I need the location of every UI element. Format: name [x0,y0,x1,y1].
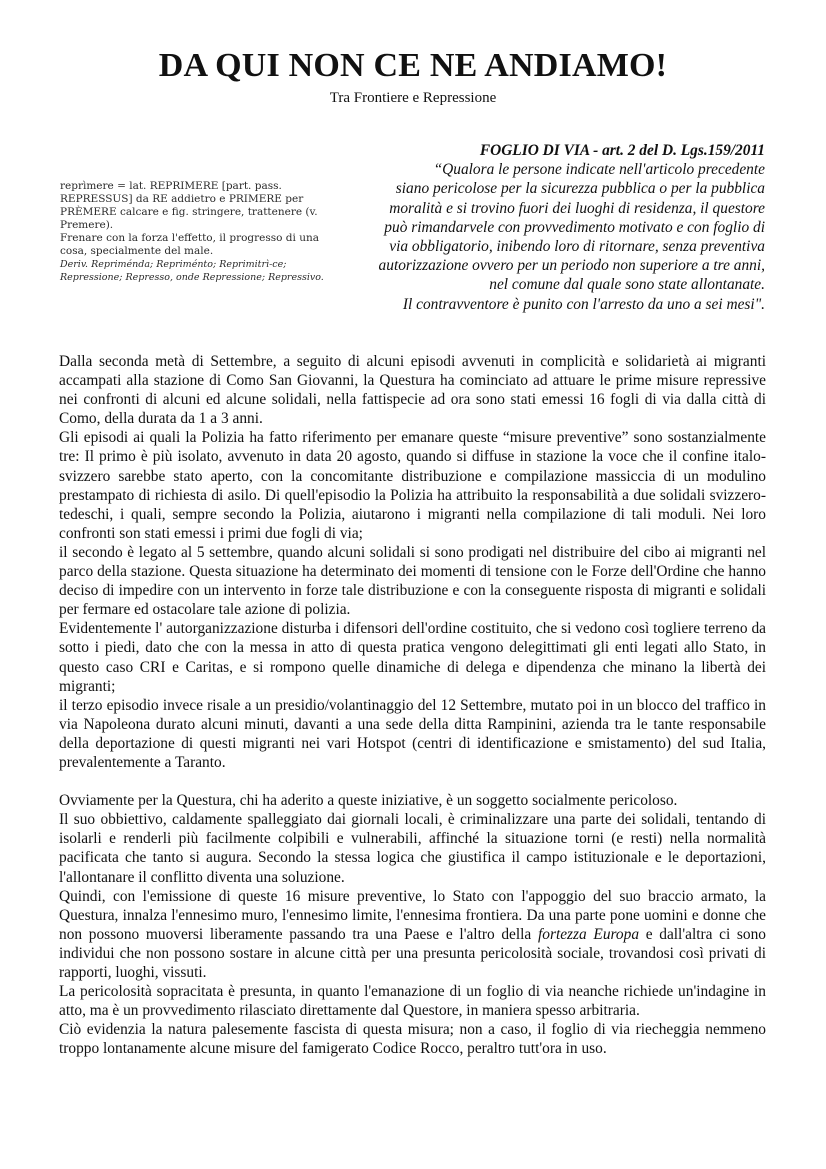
paragraph: Il suo obbiettivo, caldamente spalleggiato dai giornali locali, è criminalizzare una parte dei solidali, tentando di isolarli e renderli più facilmente colpibili e vulnerabili, affinché la situazione torni (e resti) nella normalità pacificata che tanto si augura. Secondo la stessa logica che giustifica il campo istituzionale e le deportazioni, l'allontanare il conflitto diventa una soluzione. [59,811,766,886]
law-quote-line: Il contravventore è punito con l'arresto da uno a sei mesi". [402,295,765,313]
emphasis-text: fortezza Europa [537,925,640,943]
law-quote-line: moralità e si trovino fuori dei luoghi di residenza, il questore [389,199,765,217]
law-quote-line: nel comune dal quale sono state allontanate. [489,276,765,294]
paragraph-text: e dall'altra ci sono individui che non possono sostare in alcune città per una presunta pericolosità sociale, trovandosi così privati di rapporti, luoghi, vissuti. [59,925,767,981]
law-quote-line: “Qualora le persone indicate nell'articolo precedente [433,161,765,179]
dictionary-entry-image [60,180,332,290]
law-quote-line: può rimandarvele con provvedimento motivato e con foglio di [384,218,765,236]
paragraph: Ciò evidenzia la natura palesemente fascista di questa misura; non a caso, il foglio di via riecheggia nemmeno troppo lontanamente alcune misure del famigerato Codice Rocco, peraltro tutt'ora in uso. [59,1021,766,1058]
law-quote [335,141,765,314]
paragraph: Dalla seconda metà di Settembre, a seguito di alcuni episodi avvenuti in complicità e solidarietà ai migranti accampati alla stazione di Como San Giovanni, la Questura ha cominciato ad attuare le prime misure repressive nei confronti di alcuni ed alcune solidali, nella fattispecie ad ora sono stati emessi 16 fogli di via dalla città di Como, della durata da 1 a 3 anni. [59,353,766,428]
paragraph: Gli episodi ai quali la Polizia ha fatto riferimento per emanare queste “misure preventive” sono sostanzialmente tre: Il primo è più isolato, avvenuto in data 20 agosto, quando si diffuse in stazione la voce che il confine italo-svizzero sarebbe stato aperto, con la concomitante distribuzione e compilazione massiccia di un modulino prestampato di richiesta di asilo. Di quell'episodio la Polizia ha attribuito la responsabilità a due solidali svizzero-tedeschi, i quali, sempre secondo la Polizia, aiutarono i migranti nella compilazione di tali moduli. Nei loro confronti son stati emessi i primi due fogli di via; [59,429,766,542]
page-subtitle: Tra Frontiere e Repressione [329,90,497,106]
law-quote-line: via obbligatorio, inibendo loro di ritornare, senza preventiva [389,238,765,256]
paragraph-spacer [59,772,766,791]
law-quote-line: siano pericolose per la sicurezza pubblica o per la pubblica [395,180,765,198]
page-title: DA QUI NON CE NE ANDIAMO! [158,47,668,84]
paragraph: il secondo è legato al 5 settembre, quando alcuni solidali si sono prodigati nel distribuire del cibo ai migranti nel parco della stazione. Questa situazione ha determinato dei momenti di tensione con le Forze dell'Ordine che hanno deciso di impedire con un intervento in forze tale distribuzione e con la conseguente risposta di migranti e solidali per fermare ed ostacolare tale azione di polizia. [59,543,766,619]
paragraph: Evidentemente l' autorganizzazione disturba i difensori dell'ordine costituito, che si vedono così togliere terreno da sotto i piedi, dato che con la messa in atto di questa pratica vengono delegittimati gli enti legati allo Stato, in questo caso CRI e Caritas, e si rompono quelle dinamiche di delega e dipendenza che minano la libertà dei migranti; [59,620,766,695]
paragraph [59,887,766,982]
paragraph: La pericolosità sopracitata è presunta, in quanto l'emanazione di un foglio di via neanche richiede un'indagine in atto, ma è un provvedimento rilasciato direttamente dal Questore, in maniera spesso arbitraria. [59,983,766,1020]
paragraph: il terzo episodio invece risale a un presidio/volantinaggio del 12 Settembre, mutato poi in un blocco del traffico in via Napoleona durato alcuni minuti, davanti a una sede della ditta Rampinini, azienda tra le tante responsabile della deportazione di questi migranti nei vari Hotspot (centri di identificazione e smistamento) del sud Italia, prevalentemente a Taranto. [59,696,766,771]
paragraph-text: Quindi, con l'emissione di queste 16 misure preventive, lo Stato con l'appoggio del suo braccio armato, la Questura, innalza l'ennesimo muro, l'ennesimo limite, l'ennesima frontiera. Da una parte pone uomini e donne che non possono muoversi liberamente passando tra una Paese e l'altro della [59,887,766,943]
article-body [59,352,766,1058]
law-quote-heading: FOGLIO DI VIA - art. 2 del D. Lgs.159/2011 [479,142,765,159]
dictionary-definition: reprìmere = lat. REPRIMERE [part. pass. REPRESSUS] da RE addietro e PRIMERE per PRÈMERE calcare e fig. stringere, trattenere (v. Premere). [60,180,318,231]
law-quote-line: autorizzazione ovvero per un periodo non superiore a tre anni, [378,257,765,275]
dictionary-derivatives: Deriv. Repriménda; Repriménto; Reprimitrì-ce; Repressione; Represso, onde Repressione; Repressivo. [60,259,324,283]
paragraph: Ovviamente per la Questura, chi ha aderito a queste iniziative, è un soggetto socialmente pericoloso. [59,792,678,810]
dictionary-meaning: Frenare con la forza l'effetto, il progresso di una cosa, specialmente del male. [60,232,320,257]
